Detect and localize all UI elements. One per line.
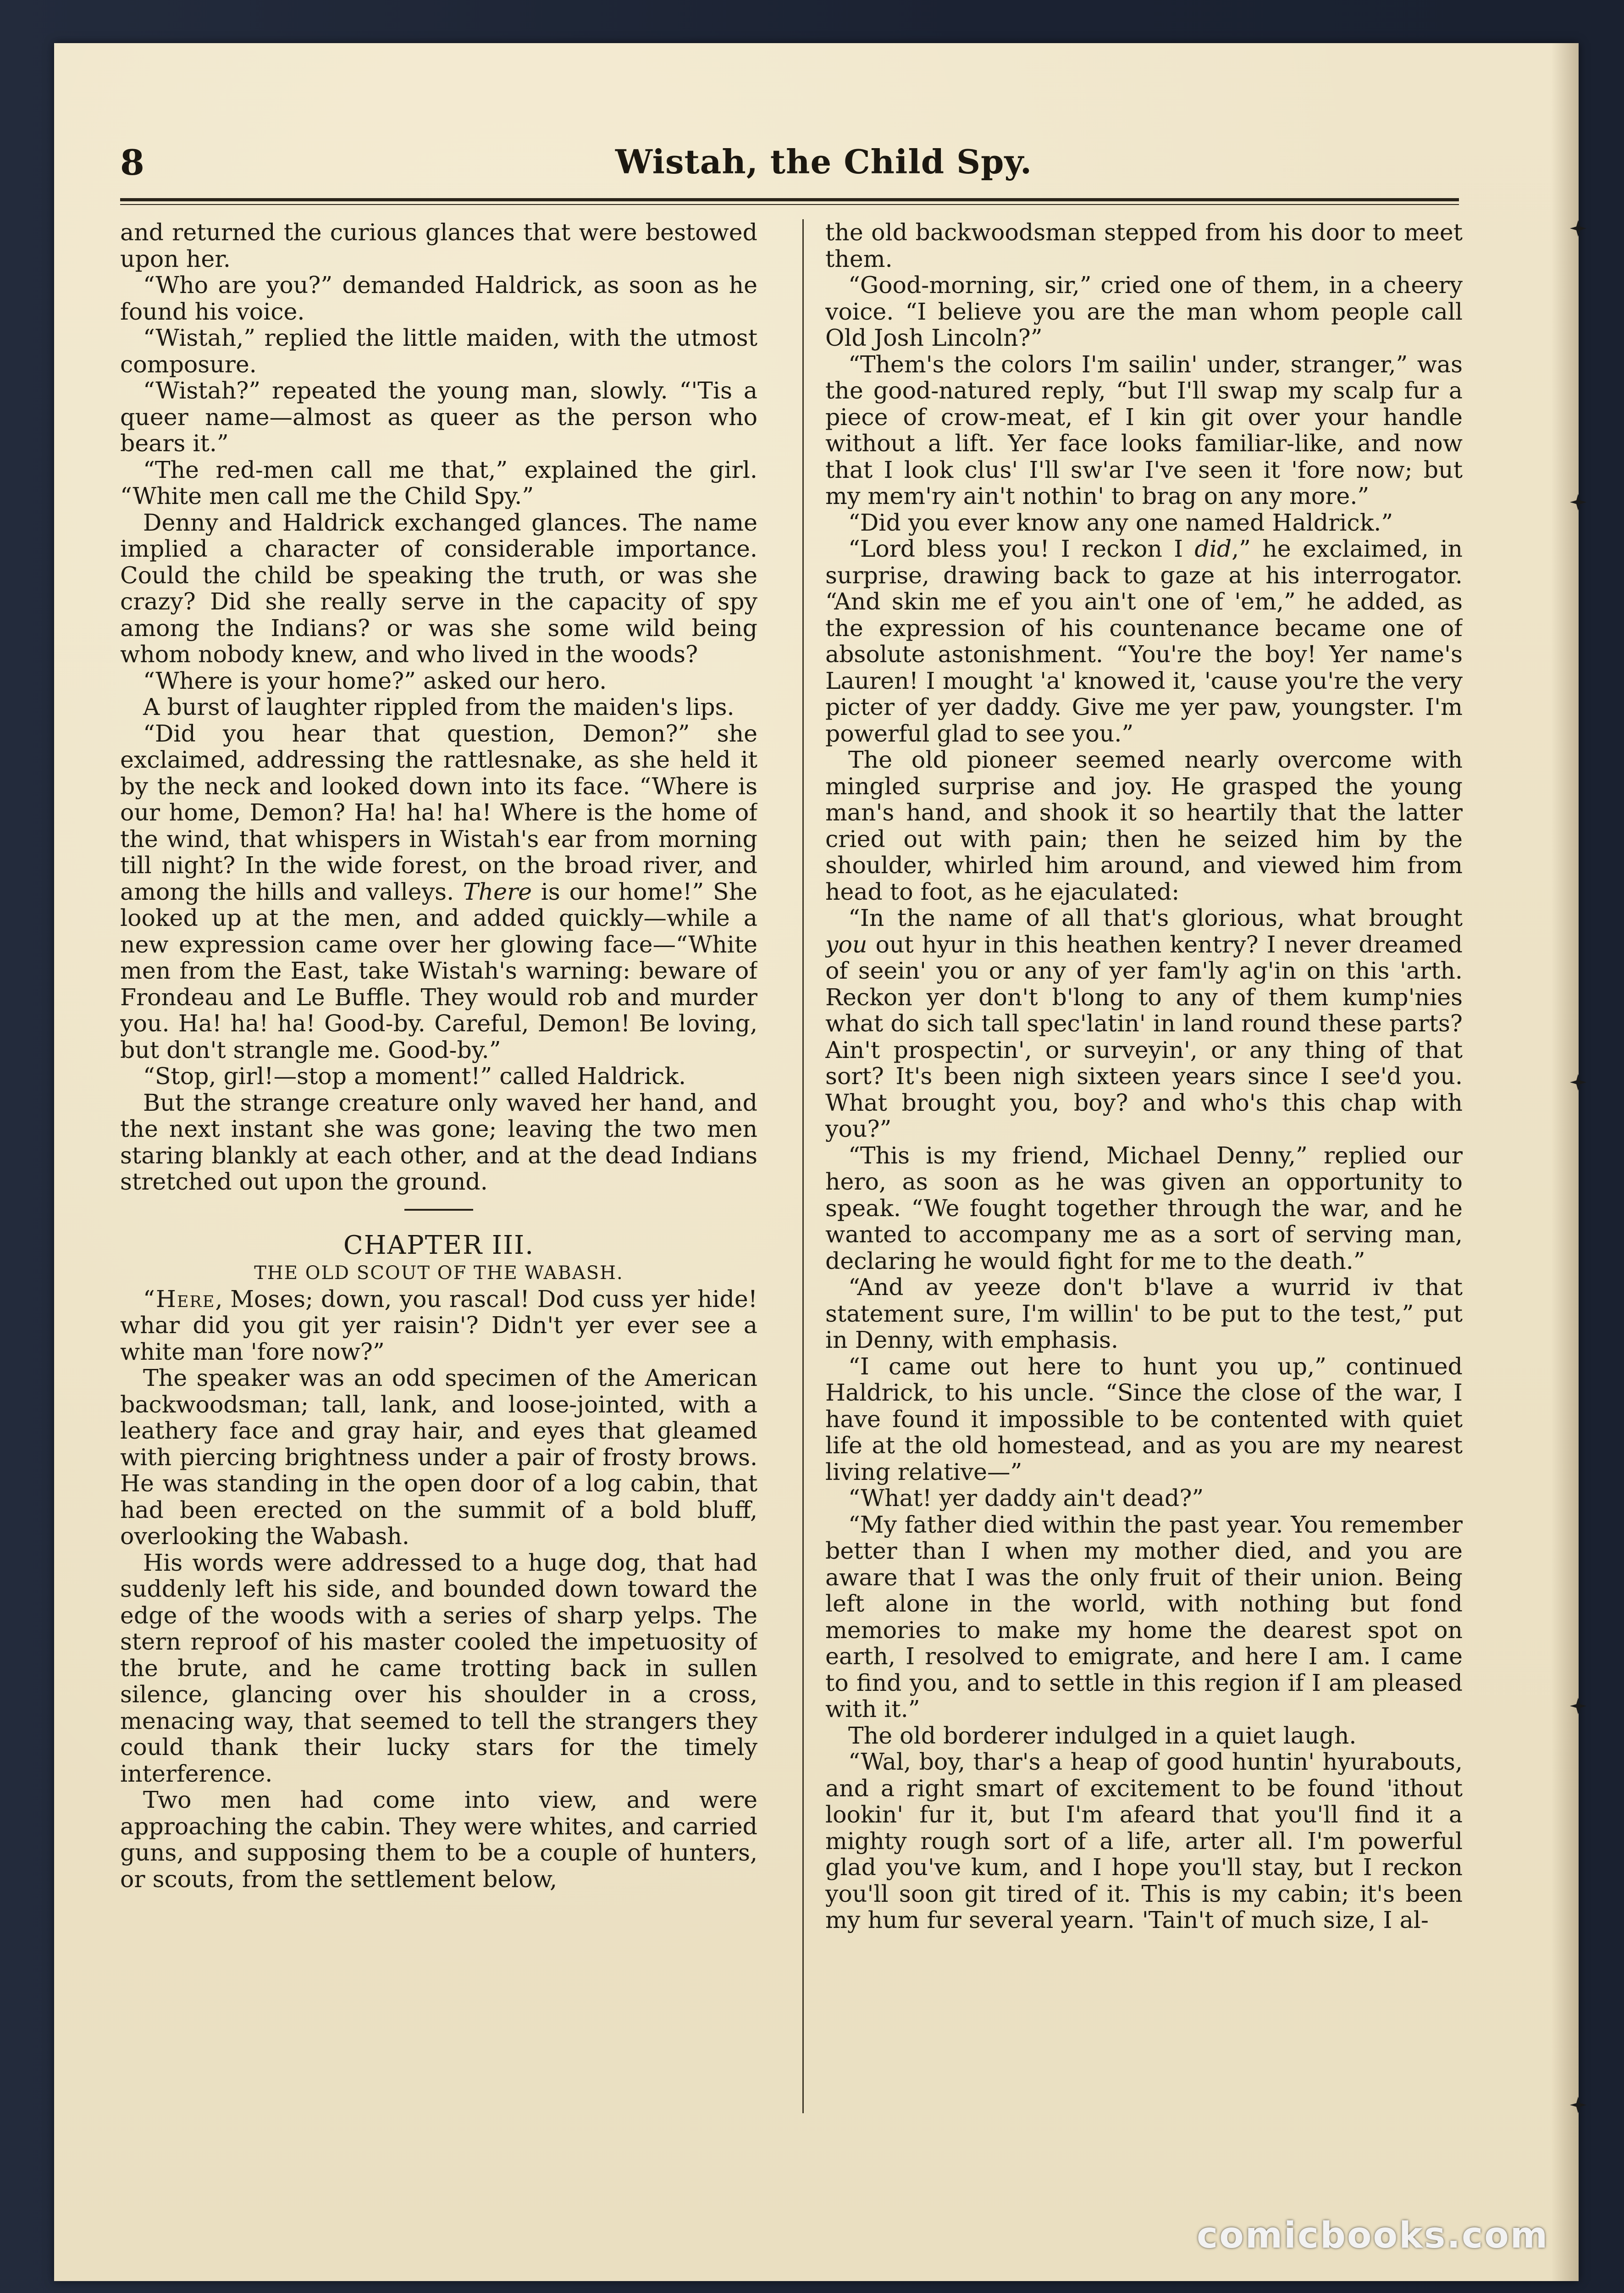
chapter-heading: CHAPTER III. [343,1230,535,1260]
emphasis-text: did [1194,535,1232,562]
paragraph: “Wistah,” replied the little maiden, with the utmost composure. [120,324,757,378]
paragraph: Two men had come into view, and were approaching the cabin. They were whites, and carried guns, and supposing them to be a couple of hunters, or scouts, from the settlement below, [120,1786,757,1893]
small-caps-opening: “Here [143,1285,215,1313]
text-run: is our home!” She looked up at the men, and added quickly—while a new expression came over her glowing face—“White men from the East, take Wistah's warning: beware of Frondeau and Le Buffle. They would rob and murder you. Ha! ha! ha! Good-by. Careful, Demon! Be loving, but don't strangle me. Good-by.” [120,878,757,1063]
page-number: 8 [120,142,144,183]
paragraph: “My father died within the past year. You remember better than I when my mother died, and you are aware that I was the only fruit of their union. Being left alone in the world, with nothing but fond memories to make my home the dearest spot on earth, I resolved to emigrate, and here I am. I came to find you, and to settle in this region if I am pleased with it.” [825,1511,1463,1723]
page-edge-shadow [1551,43,1579,2281]
paragraph: “I came out here to hunt you up,” continued Haldrick, to his uncle. “Since the close of the war, I have found it impossible to be contented with quiet life at the old homestead, and as you are my nearest living relative—” [825,1352,1463,1485]
paragraph: and returned the curious glances that were bestowed upon her. [120,219,757,272]
paragraph: “This is my friend, Michael Denny,” replied our hero, as soon as he was given an opportunity to speak. “We fought together through the war, and he wanted to accompany me as a sort of serving man, declaring he would fight for me to the death.” [825,1141,1463,1274]
paragraph: the old backwoodsman stepped from his door to meet them. [825,219,1463,272]
binding-staple-icon [1569,1073,1587,1091]
right-column [825,219,1463,2136]
paragraph [120,720,757,1063]
header-rule-thin [120,204,1459,205]
paragraph [825,905,1463,1142]
paragraph: “What! yer daddy ain't dead?” [848,1484,1204,1512]
left-column [120,219,757,2136]
paragraph: “Good-morning, sir,” cried one of them, in a cheery voice. “I believe you are the man whom people call Old Josh Lincoln?” [825,271,1463,351]
chapter-divider-rule [404,1209,473,1211]
binding-staple-icon [1569,493,1587,511]
text-run: ,” he exclaimed, in surprise, drawing back to gaze at his interrogator. “And skin me ef you ain't one of 'em,” he added, as the expression of his countenance became one of absolute astonishment. “You're the boy! Yer name's Lauren! I mought 'a' knowed it, 'cause you're the very picter of yer daddy. Give me yer paw, youngster. I'm powerful glad to see you.” [825,535,1463,747]
paragraph: Denny and Haldrick exchanged glances. The name implied a character of considerable importance. Could the child be speaking the truth, or was she crazy? Did she really serve in the capacity of spy among the Indians? or was she some wild being whom nobody knew, and who lived in the woods? [120,509,757,668]
chapter-subtitle: THE OLD SCOUT OF THE WABASH. [254,1262,624,1284]
paragraph: “Wal, boy, thar's a heap of good huntin' hyurabouts, and a right smart of excitement to be found 'ithout lookin' fur it, but I'm afeard that you'll find it a mighty rough sort of a life, arter all. I'm powerful glad you've kum, and I hope you'll stay, but I reckon you'll soon git tired of it. This is my cabin; it's been my hum fur several yearn. 'Tain't of much size, I al- [825,1748,1463,1933]
running-title: Wistah, the Child Spy. [615,142,1033,181]
text-run: out hyur in this heathen kentry? I never dreamed of seein' you or any of yer fam'ly ag'in on this 'arth. Reckon yer don't b'long to any of them kump'nies what do sich tall spec'latin' in land round these parts? Ain't prospectin', or surveyin', or any thing of that sort? It's been nigh sixteen years since I see'd you. What brought you, boy? and who's this chap with you?” [825,930,1463,1142]
paragraph [120,1286,757,1365]
paragraph: “Them's the colors I'm sailin' under, stranger,” was the good-natured reply, “but I'll swap my scalp fur a piece of crow-meat, ef I kin git over your handle without a lift. Yer face looks familiar-like, and now that I look clus' I'll sw'ar I've seen it 'fore now; but my mem'ry ain't nothin' to brag on any more.” [825,350,1463,510]
page-header [120,138,1459,188]
paragraph: The old pioneer seemed nearly overcome with mingled surprise and joy. He grasped the young man's hand, and shook it so heartily that the latter cried out with pain; then he seized him by the shoulder, whirled him around, and viewed him from head to foot, as he ejaculated: [825,746,1463,905]
binding-staple-icon [1569,219,1587,238]
paragraph: “Did you ever know any one named Haldrick.” [848,509,1393,536]
binding-staple-icon [1569,1697,1587,1715]
text-run: “Did you hear that question, Demon?” she exclaimed, addressing the rattlesnake, as she held it by the neck and looked down into its face. “Where is our home, Demon? Ha! ha! ha! Where is the home of the wind, that whispers in Wistah's ear from morning till night? In the wide forest, on the broad river, and among the hills and valleys. [120,720,757,905]
emphasis-text: There [463,878,532,905]
paragraph: “Where is your home?” asked our hero. [143,667,607,694]
paragraph: “Wistah?” repeated the young man, slowly. “'Tis a queer name—almost as queer as the person who bears it.” [120,377,757,457]
paragraph: But the strange creature only waved her hand, and the next instant she was gone; leaving the two men staring blankly at each other, and at the dead Indians stretched out upon the ground. [120,1089,757,1195]
paragraph [825,536,1463,747]
binding-staple-icon [1569,2096,1587,2114]
paragraph: “Stop, girl!—stop a moment!” called Haldrick. [143,1063,686,1090]
paragraph: The speaker was an odd specimen of the American backwoodsman; tall, lank, and loose-jointed, with a leathery face and gray hair, and eyes that gleamed with piercing brightness under a pair of frosty brows. He was standing in the open door of a log cabin, that had been erected on the summit of a bold bluff, overlooking the Wabash. [120,1364,757,1550]
paragraph: “And av yeeze don't b'lave a wurrid iv that statement sure, I'm willin' to be put to the test,” put in Denny, with emphasis. [825,1274,1463,1353]
text-run: “In the name of all that's glorious, what brought [848,904,1463,931]
paragraph: His words were addressed to a huge dog, that had suddenly left his side, and bounded down toward the edge of the woods with a series of sharp yelps. The stern reproof of his master cooled the impetuosity of the brute, and he came trotting back in sullen silence, glancing over his shoulder in a cross, menacing way, that seemed to tell the strangers they could thank their lucky stars for the timely interference. [120,1549,757,1787]
paragraph: The old borderer indulged in a quiet laugh. [848,1722,1357,1749]
paragraph: A burst of laughter rippled from the maiden's lips. [143,693,735,720]
site-watermark: comicbooks.com [1197,2215,1549,2256]
paragraph: “Who are you?” demanded Haldrick, as soon as he found his voice. [120,271,757,325]
text-run: , Moses; down, you rascal! Dod cuss yer hide! whar did you git yer raisin'? Didn't yer ever see a white man 'fore now?” [120,1285,757,1365]
emphasis-text: you [825,930,867,958]
text-run: “Lord bless you! I reckon I [848,535,1195,562]
paragraph: “The red-men call me that,” explained the girl. “White men call me the Child Spy.” [120,456,757,510]
header-rule [120,198,1459,201]
column-divider [802,219,804,2113]
